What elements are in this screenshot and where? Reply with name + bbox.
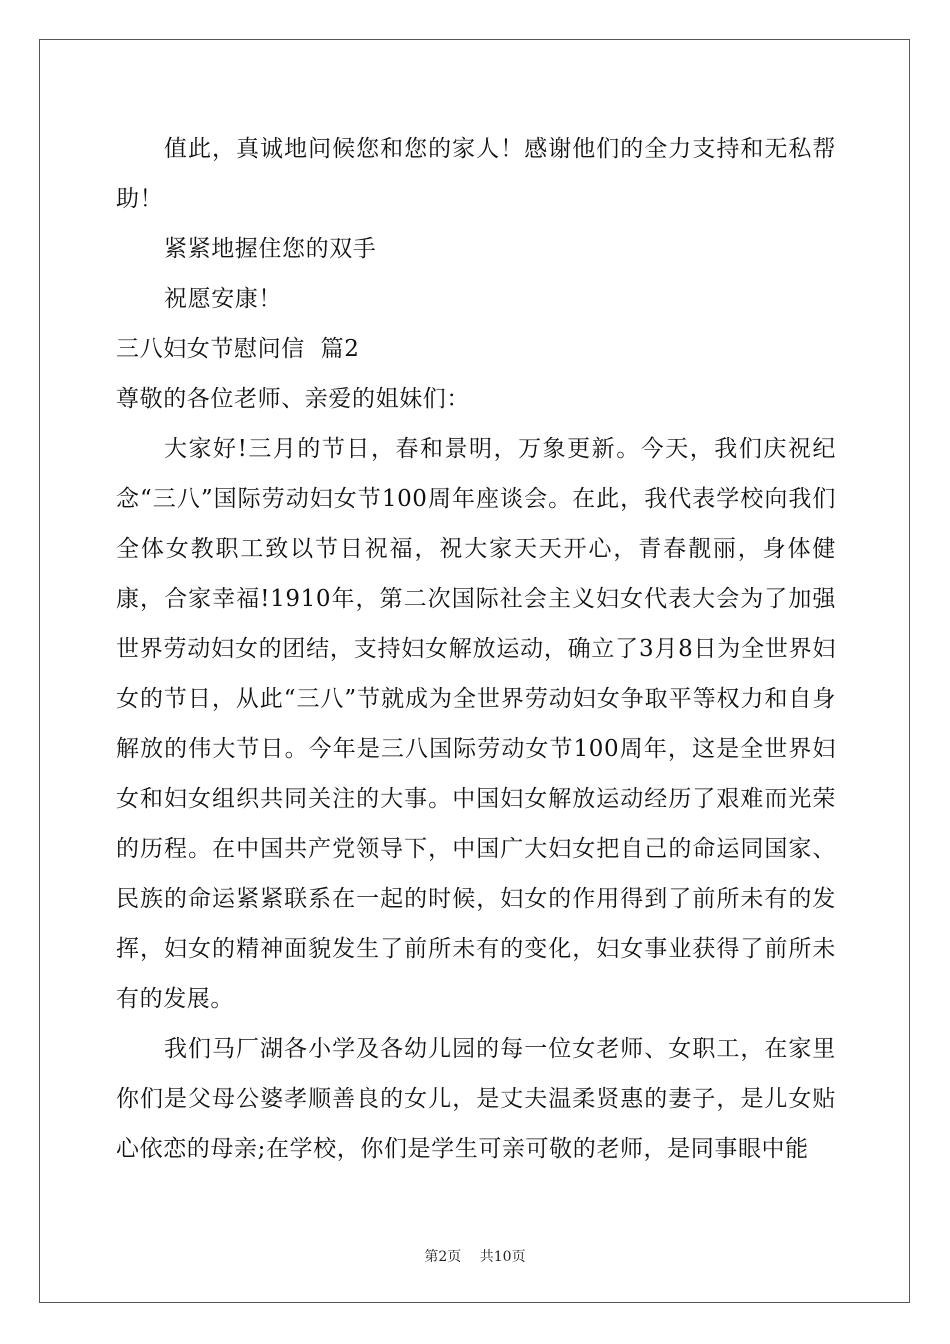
paragraph-body-2: 我们马厂湖各小学及各幼儿园的每一位女老师、女职工，在家里你们是父母公婆孝顺善良的女儿，是丈夫温柔贤惠的妻子，是儿女贴心依恋的母亲;在学校，你们是学生可亲可敬的老师，是同事眼中能 [116,1036,836,1162]
paragraph-greeting: 值此，真诚地问候您和您的家人！感谢他们的全力支持和无私帮助！ [116,136,836,212]
paragraph-wish: 祝愿安康！ [164,286,282,312]
page-footer [0,1246,950,1266]
paragraph-body-1: 大家好!三月的节日，春和景明，万象更新。今天，我们庆祝纪念“三八”国际劳动妇女节100周年座谈会。在此，我代表学校向我们全体女教职工致以节日祝福，祝大家天天开心，青春靓丽，身体健康，合家幸福!1910年，第二次国际社会主义妇女代表大会为了加强世界劳动妇女的团结，支持妇女解放运动，确立了3月8日为全世界妇女的节日，从此“三八”节就成为全世界劳动妇女争取平等权力和自身解放的伟大节日。今年是三八国际劳动女节100周年，这是全世界妇女和妇女组织共同关注的大事。中国妇女解放运动经历了艰难而光荣的历程。在中国共产党领导下，中国广大妇女把自己的命运同国家、民族的命运紧紧联系在一起的时候，妇女的作用得到了前所未有的发挥，妇女的精神面貌发生了前所未有的变化，妇女事业获得了前所未有的发展。 [116,436,836,1012]
document-body [116,124,836,1174]
paragraph-handshake: 紧紧地握住您的双手 [164,236,377,262]
section-heading: 三八妇女节慰问信 篇2 [116,336,360,362]
salutation: 尊敬的各位老师、亲爱的姐妹们： [116,386,470,412]
page-number: 第2页 [424,1249,462,1265]
page-total: 共10页 [479,1249,526,1265]
